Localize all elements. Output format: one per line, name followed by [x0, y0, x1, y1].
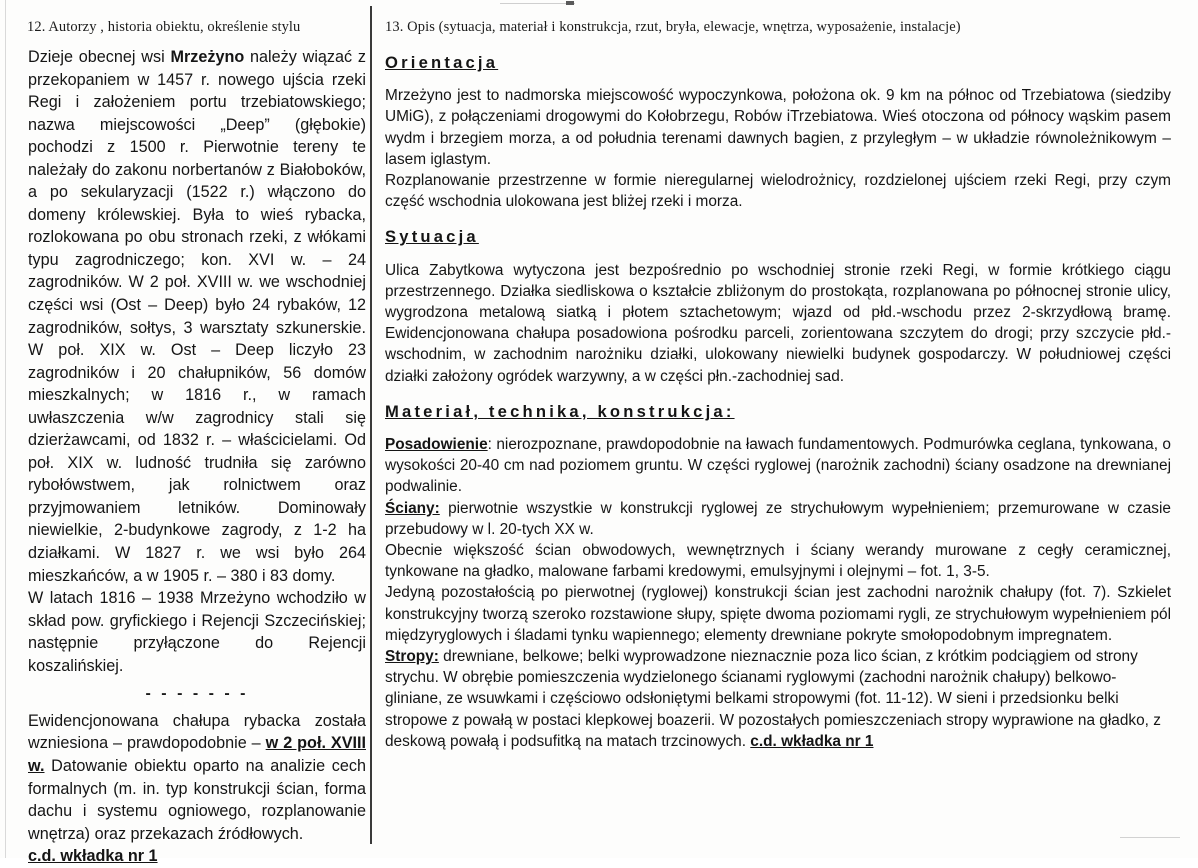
text-run-0: Ściany:: [385, 499, 440, 517]
paragraph-sciany-obecnie: [385, 540, 1171, 582]
text-run-1: : nierozpoznane, prawdopodobnie na ławach fundamentowych. Podmurówka ceglana, tynkowana, o wysokości 20-40 cm nad poziomem gruntu. W części ryglowej (narożnik zachodni) ściany osadzone na drewnianej podwalinie.: [385, 436, 1171, 496]
heading-sytuacja-wrap: [385, 226, 1171, 248]
text-run-2: c.d. wkładka nr 1: [750, 732, 874, 750]
heading-material-wrap: [385, 401, 1171, 423]
left-column-caption: 12. Autorzy , historia obiektu, określenie stylu: [27, 19, 301, 35]
text-run-2: Datowanie obiektu oparto na analizie cech formalnych (m. in. typ konstrukcji ścian, forma dachu i systemu ogniowego, rozplanowanie wnętrza) oraz przekazach źródłowych.: [28, 756, 366, 843]
text-run-0: W latach 1816 – 1938 Mrzeżyno wchodziło w skład pow. gryfickiego i Rejencji Szczecińskiej; następnie przyłączone do Rejencji koszalińskiej.: [28, 589, 366, 675]
scan-left-edge: [5, 0, 6, 858]
text-run-1: Mrzeżyno: [170, 48, 245, 66]
text-run-2: należy wiązać z przekopaniem w 1457 r. nowego ujścia rzeki Regi i założeniem portu trzebiatowskiego; nazwa miejscowości „Deep” (głębokie) pochodzi z 1500 r. Pierwotnie tereny te należały do zakonu norbertanów z Białoboków, a po sekularyzacji (1522 r.) włączono do domeny królewskiej. Była to wieś rybacka, rozlokowana po obu stronach rzeki, z włókami typu zagrodniczego; kon. XVI w. – 24 zagrodników. W 2 poł. XVIII w. we wschodniej części wsi (Ost – Deep) było 24 rybaków, 12 zagrodników, sołtys, 3 warsztaty szkunerskie. W poł. XIX w. Ost – Deep liczyło 23 zagrodników i 20 chałupników, 56 domów mieszkalnych; w 1816 r., w ramach uwłaszczenia w/w zagrodnicy stali się dzierżawcami, od 1832 r. – właścicielami. Od poł. XIX w. ludność trudniła się zarówno rybołówstwem, jak rolnictwem oraz przyjmowaniem letników. Dominowały niewielkie, 2-budynkowe zagrody, z 1-2 ha działkami. W 1827 r. we wsi było 264 mieszkańców, a w 1905 r. – 380 i 83 domy.: [28, 48, 366, 585]
text-run-0: Posadowienie: [385, 436, 488, 454]
column-divider: [370, 6, 372, 844]
paragraph-sciany: [385, 498, 1171, 540]
heading-sytuacja: Sytuacja: [385, 227, 479, 247]
scan-top-mark: [566, 1, 574, 5]
paragraph-sciany-ryglowe: [385, 582, 1171, 646]
heading-orientacja-wrap: [385, 52, 1171, 74]
dashed-separator: - - - - - - -: [145, 685, 249, 703]
text-run-0: Stropy:: [385, 648, 439, 666]
right-column-body: [385, 46, 1171, 752]
paragraph-orientacja-1: [385, 85, 1171, 170]
text-run-1: pierwotnie wszystkie w konstrukcji ryglowej ze strychułowym wypełnieniem; przemurowane w czasie przebudowy w l. 20-tych XX w.: [385, 499, 1171, 538]
paragraph-stropy: [385, 646, 1171, 752]
right-column-caption: 13. Opis (sytuacja, materiał i konstrukcja, rzut, bryła, elewacje, wnętrza, wyposażenie, instalacje): [385, 19, 961, 35]
text-run-0: Dzieje obecnej wsi: [28, 48, 171, 66]
text-run-0: Rozplanowanie przestrzenne w formie nieregularnej wielodrożnicy, rozdzielonej ujściem rzeki Regi, przy czym część wschodnia ulokowana jest bliżej rzeki i morza.: [385, 172, 1171, 211]
text-run-0: Jedyną pozostałością po pierwotnej (ryglowej) konstrukcji ścian jest zachodni narożnik chałupy (fot. 7). Szkielet konstrukcyjny tworzą szeroko rozstawione słupy, spięte dwoma poziomami rygli, ze strychułowym wypełnieniem pól międzyryglowych i śladami tynku wapiennego; elementy drewniane pokryte smołopodobnym impregnatem.: [385, 584, 1171, 644]
paragraph-orientacja-2: [385, 170, 1171, 212]
paragraph-history-administrative: [28, 587, 366, 677]
paragraph-posadowienie: [385, 434, 1171, 498]
paragraph-history-main: [28, 46, 366, 587]
text-run-0: Ulica Zabytkowa wytyczona jest bezpośrednio po wschodniej stronie rzeki Regi, w formie krótkiego ciągu przestrzennego. Działka siedliskowa o kształcie zbliżonym do prostokąta, rozplanowana po północnej stronie ulicy, wygrodzona metalową siatką i płotem sztachetowym; wjazd od płd.-wschodu przez 2-skrzydłową bramę. Ewidencjonowana chałupa posadowiona pośrodku parceli, zorientowana szczytem do drogi; przy szczycie płd.-wschodnim, w zachodnim narożniku działki, ulokowany niewielki budynek gospodarczy. W południowej części działki założony ogródek warzywny, a w części płn.-zachodniej sad.: [385, 261, 1171, 385]
left-continuation-note: [28, 845, 366, 868]
text-run-0: Ewidencjonowana chałupa rybacka została wzniesiona – prawdopodobnie –: [28, 711, 366, 753]
heading-orientacja: Orientacja: [385, 53, 499, 72]
text-run-0: Mrzeżyno jest to nadmorska miejscowość wypoczynkowa, położona ok. 9 km na północ od Trzebiatowa (siedziby UMiG), z połączeniami drogowymi do Kołobrzegu, Robów iTrzebiatowa. Wieś otoczona od północy wąskim pasem wydm i brzegiem morza, a od południa terenami dawnych bagien, z przyległym – w układzie równoleżnikowym – lasem iglastym.: [385, 87, 1171, 168]
text-run-0: Obecnie większość ścian obwodowych, wewnętrznych i ściany werandy murowane z cegły ceramicznej, tynkowane na gładko, malowane farbami kredowymi, emulsyjnymi i olejnymi – fot. 1, 3-5.: [385, 542, 1171, 581]
text-run-1: drewniane, belkowe; belki wyprowadzone nieznacznie poza lico ścian, z krótkim podciągiem od strony strychu. W obrębie pomieszczenia wydzielonego ścianami ryglowymi (zachodni narożnik chałupy) belkowo-gliniane, ze wsuwkami i częściowo odsłoniętymi belkami stropowymi (fot. 11-12). W sieni i przedsionku belki stropowe z powałą w postaci klepkowej boazerii. W pozostałych pomieszczeniach stropy wyprawione na gładko, z deskową powałą i podsufitką na matach trzcinowych.: [385, 648, 1161, 750]
heading-material-technika-konstrukcja: Materiał, technika, konstrukcja:: [385, 401, 735, 421]
left-column-body: [28, 46, 366, 868]
scan-bottom-rule: [1120, 837, 1180, 838]
text-run-1: w 2 poł. XVIII w.: [28, 734, 366, 775]
paragraph-sytuacja-1: [385, 260, 1171, 387]
paragraph-dating: [28, 710, 366, 845]
left-continuation-note-text: c.d. wkładka nr 1: [28, 847, 158, 866]
scan-top-rule: [500, 3, 575, 4]
